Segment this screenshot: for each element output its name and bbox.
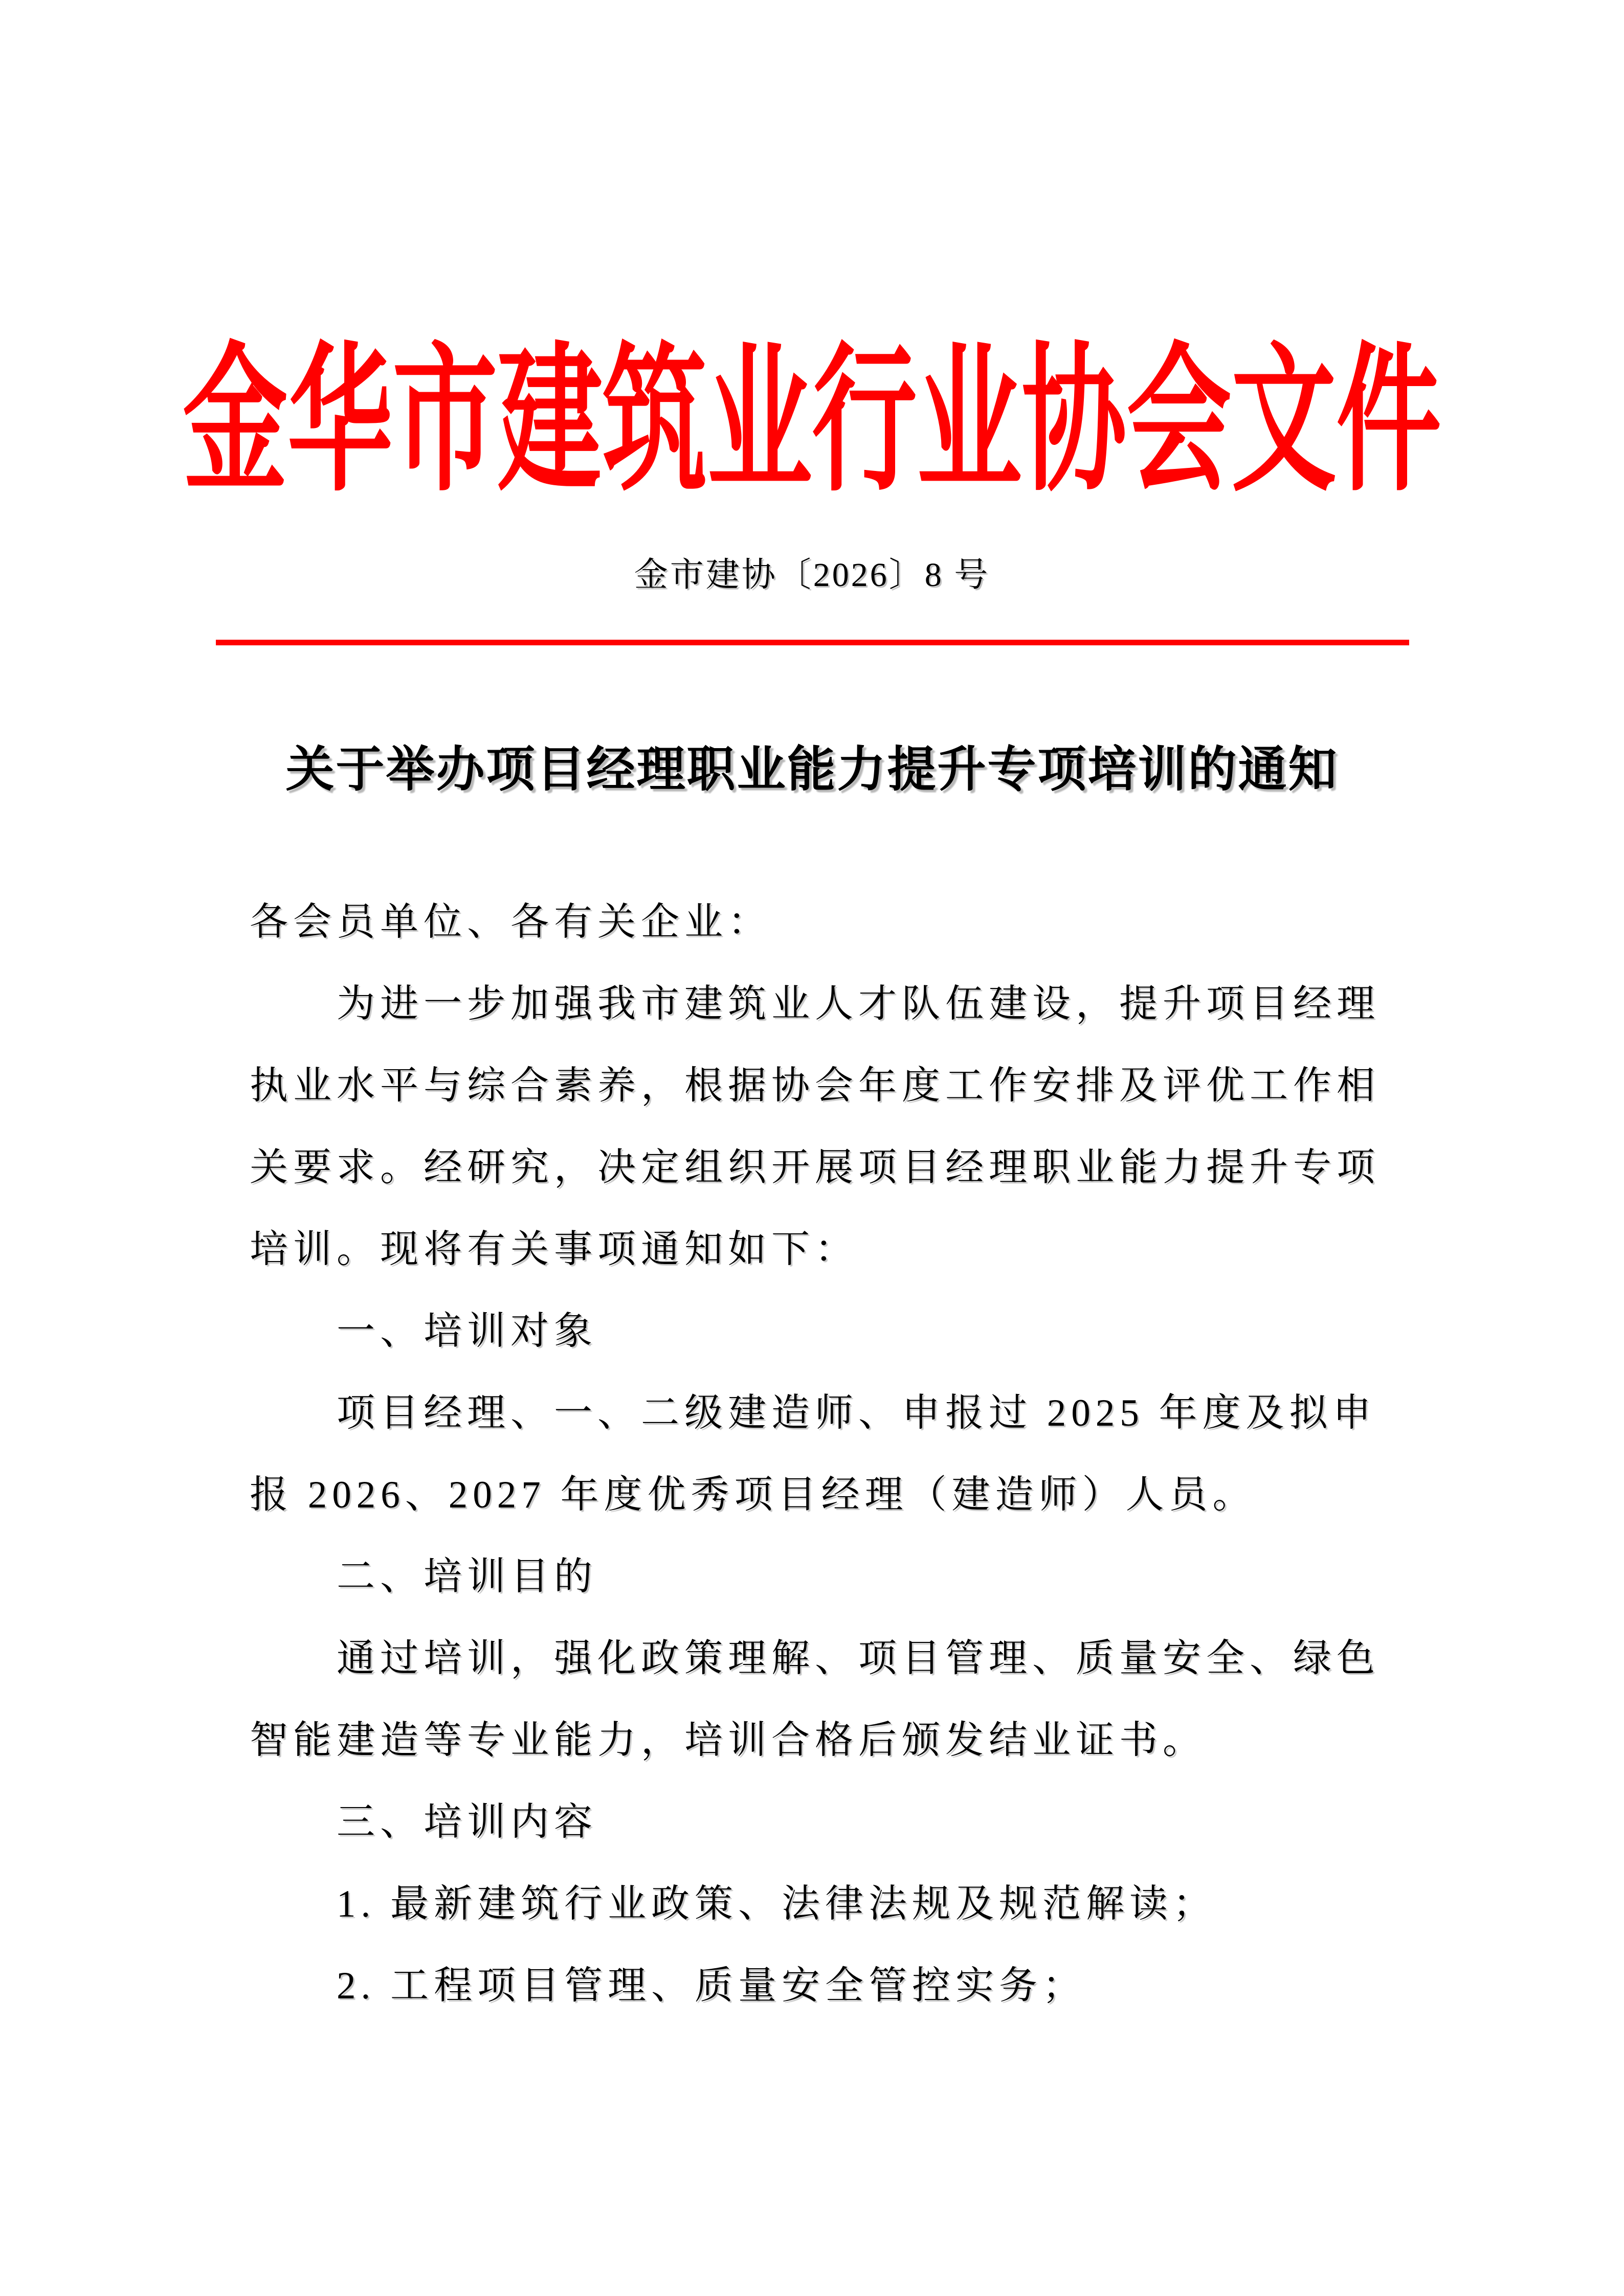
body-line: 培训。现将有关事项通知如下： [250, 1228, 859, 1271]
agency-header [0, 333, 1624, 510]
body-line: 二、培训目的 [337, 1556, 598, 1598]
body-line: 各会员单位、各有关企业： [250, 901, 772, 943]
body-line: 通过培训，强化政策理解、项目管理、质量安全、绿色 [337, 1637, 1381, 1680]
body-line: 三、培训内容 [337, 1801, 598, 1843]
document-title: 关于举办项目经理职业能力提升专项培训的通知 [285, 742, 1339, 797]
body-line: 关要求。经研究，决定组织开展项目经理职业能力提升专项 [250, 1146, 1381, 1189]
red-divider-line [216, 640, 1409, 645]
body-line: 2. 工程项目管理、质量安全管控实务； [337, 1965, 1086, 2007]
agency-header-text: 金华市建筑业行业协会文件 [183, 333, 1441, 510]
body-line: 执业水平与综合素养，根据协会年度工作安排及评优工作相 [250, 1065, 1381, 1107]
body-line: 报 2026、2027 年度优秀项目经理（建造师）人员。 [250, 1474, 1256, 1516]
body-line: 一、培训对象 [337, 1310, 598, 1353]
document-body [250, 882, 1380, 2027]
doc-number: 金市建协〔2026〕8 号 [634, 556, 990, 594]
body-line: 智能建造等专业能力，培训合格后颁发结业证书。 [250, 1719, 1207, 1762]
body-line: 项目经理、一、二级建造师、申报过 2025 年度及拟申 [337, 1392, 1376, 1434]
body-line: 1. 最新建筑行业政策、法律法规及规范解读； [337, 1883, 1217, 1925]
body-line: 为进一步加强我市建筑业人才队伍建设，提升项目经理 [337, 983, 1381, 1025]
